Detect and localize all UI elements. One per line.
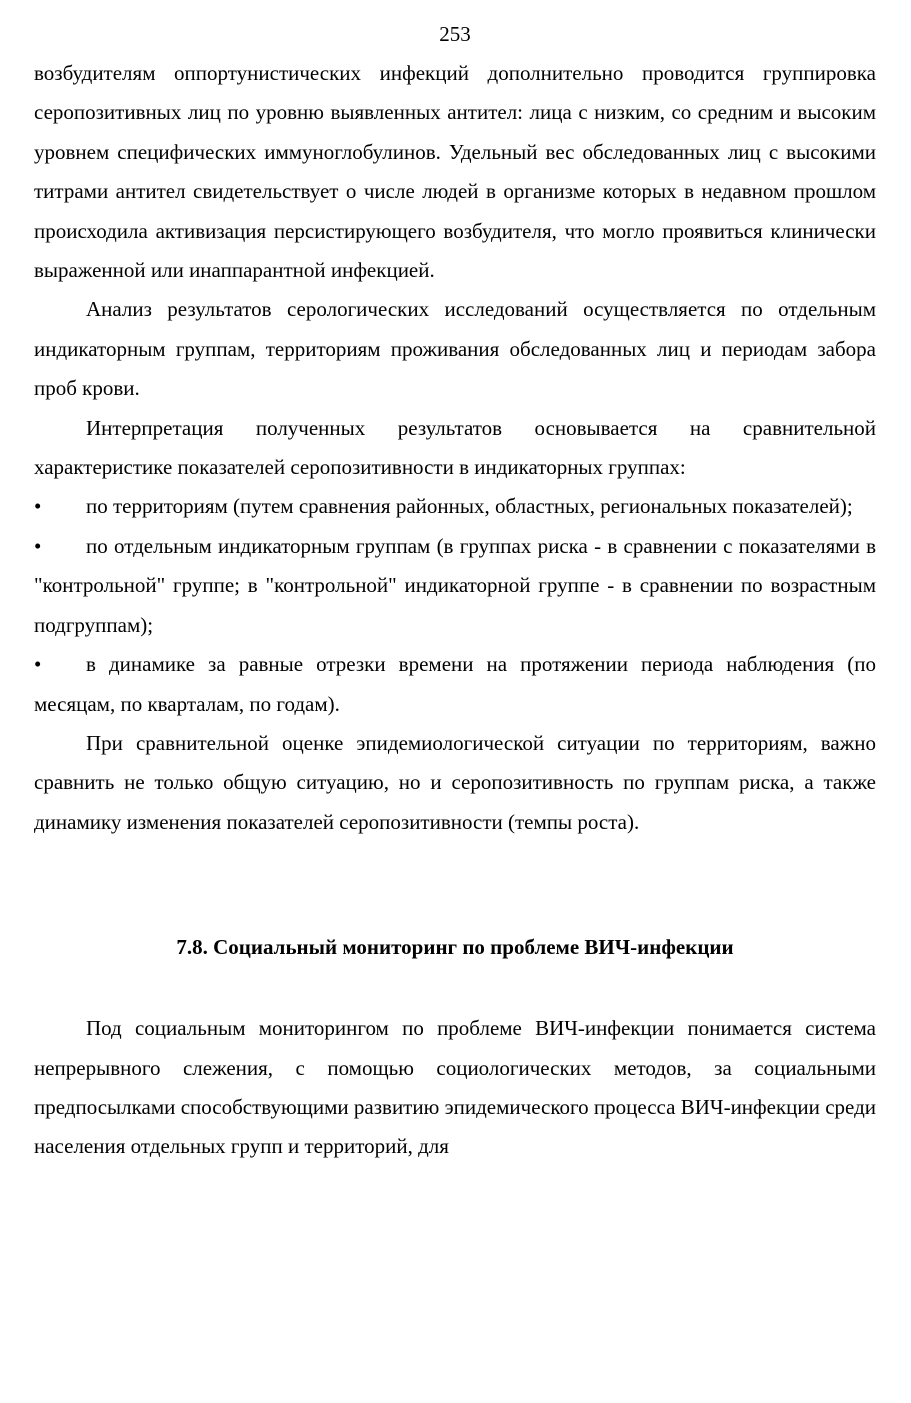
- paragraph-social-monitoring: Под социальным мониторингом по проблеме ВИЧ-инфекции понимается система непрерывного слежения, с помощью социологических методов, за социальными предпосылками способствующими развитию эпидемического процесса ВИЧ-инфекции среди населения отдельных групп и территорий, для: [34, 1016, 876, 1159]
- page-number: 253: [439, 22, 471, 46]
- list-item: [34, 487, 876, 526]
- bullet-marker: •: [34, 494, 42, 519]
- list-item: [34, 527, 876, 645]
- bullet-marker: •: [34, 652, 42, 677]
- list-item-text: по отдельным индикаторным группам (в группах риска - в сравнении с показателями в "контрольной" группе; в "контрольной" индикаторной группе - в сравнении по возрастным подгруппам);: [34, 533, 876, 637]
- bullet-marker: •: [34, 533, 42, 558]
- document-page: [34, 18, 876, 1167]
- paragraph-comparison: При сравнительной оценке эпидемиологической ситуации по территориям, важно сравнить не только общую ситуацию, но и серопозитивность по группам риска, а также динамику изменения показателей серопозитивности (темпы роста).: [34, 730, 876, 834]
- section-heading: 7.8. Социальный мониторинг по проблеме ВИЧ-инфекции: [176, 935, 734, 960]
- list-item-text: по территориям (путем сравнения районных, областных, региональных показателей);: [86, 494, 853, 519]
- paragraph-continuation: возбудителям оппортунистических инфекций дополнительно проводится группировка серопозитивных лиц по уровню выявленных антител: лица с низким, со средним и высоким уровнем специфических иммуноглобулинов. Удельный вес обследованных лиц с высокими титрами антител свидетельствует о числе людей в организме которых в недавном прошлом происходила активизация персистирующего возбудителя, что могло проявиться клинически выраженной или инаппарантной инфекцией.: [34, 61, 876, 283]
- paragraph-interpretation: Интерпретация полученных результатов основывается на сравнительной характеристике показателей серопозитивности в индикаторных группах:: [34, 415, 876, 480]
- list-item-text: в динамике за равные отрезки времени на протяжении периода наблюдения (по месяцам, по кварталам, по годам).: [34, 652, 876, 716]
- paragraph-analysis: Анализ результатов серологических исследований осуществляется по отдельным индикаторным группам, территориям проживания обследованных лиц и периодам забора проб крови.: [34, 297, 876, 401]
- list-item: [34, 645, 876, 724]
